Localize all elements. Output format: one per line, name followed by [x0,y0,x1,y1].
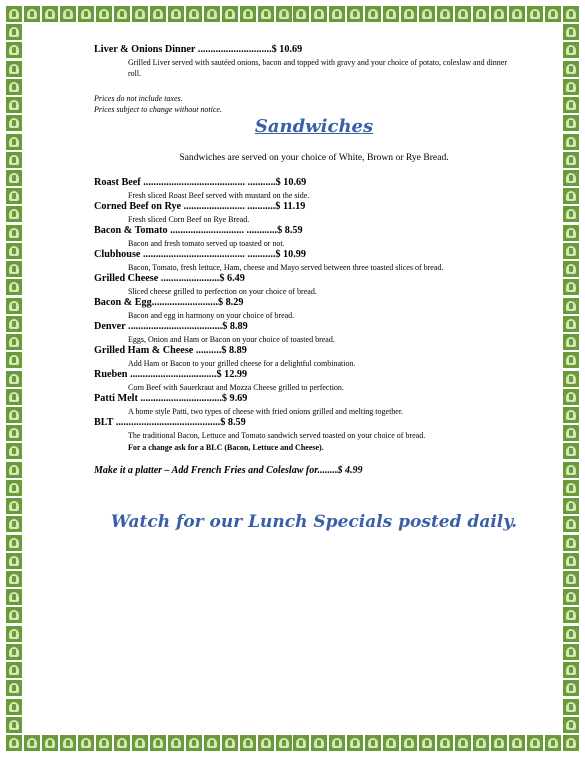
menu-item-desc: Bacon and egg in harmony on your choice of bread. [128,311,295,320]
section-title-sandwiches: Sandwiches [254,116,374,137]
menu-item-desc: Fresh sliced Roast Beef served with mustard on the side. [128,191,310,200]
menu-item-patti-melt: Patti Melt ................................$ 9.69 [94,393,248,404]
menu-item-clubhouse: Clubhouse ........................................ ...........$ 10.99 [94,249,306,260]
menu-item-blt: BLT .........................................$ 8.59 [94,417,246,428]
menu-item-desc: Corn Beef with Sauerkraut and Mozza Cheese grilled to perfection. [128,383,344,392]
menu-item-desc: Fresh sliced Corn Beef on Rye Bread. [128,215,250,224]
menu-item-roast-beef: Roast Beef ........................................ ...........$ 10.69 [94,177,307,188]
menu-item-grilled-ham-cheese: Grilled Ham & Cheese ..........$ 8.89 [94,345,247,356]
platter-offer: Make it a platter – Add French Fries and Coleslaw for........$ 4.99 [94,465,363,476]
menu-item-rueben: Rueben ..................................$ 12.99 [94,369,248,380]
note-prices-change: Prices subject to change without notice. [94,105,222,114]
menu-item-liver-onions-desc: Grilled Liver served with sautéed onions, bacon and topped with gravy and your choice of potato, coleslaw and dinner roll. [128,58,507,78]
menu-item-desc: Add Ham or Bacon to your grilled cheese for a delightful combination. [128,359,356,368]
menu-item-grilled-cheese: Grilled Cheese .......................$ 6.49 [94,273,245,284]
menu-item-desc: Sliced cheese grilled to perfection on your choice of bread. [128,287,317,296]
menu-item-liver-onions: Liver & Onions Dinner .............................$ 10.69 [94,44,303,55]
menu-item-bacon-egg: Bacon & Egg..........................$ 8.29 [94,297,244,308]
sandwiches-intro: Sandwiches are served on your choice of White, Brown or Rye Bread. [179,152,449,163]
menu-item-desc: A home style Patti, two types of cheese with fried onions grilled and melting together. [128,407,404,416]
menu-item-desc: Bacon and fresh tomato served up toasted or not. [128,239,285,248]
menu-item-denver: Denver .....................................$ 8.89 [94,321,248,332]
menu-item-desc: The traditional Bacon, Lettuce and Tomato sandwich served toasted on your choice of bread. [128,431,426,440]
menu-item-blt-extra: For a change ask for a BLC (Bacon, Lettuce and Cheese). [128,443,324,452]
menu-item-desc: Bacon, Tomato, fresh lettuce, Ham, cheese and Mayo served between three toasted slices of bread. [128,263,444,272]
lunch-specials-note: Watch for our Lunch Specials posted daily. [110,512,518,532]
note-taxes: Prices do not include taxes. [94,94,183,103]
menu-item-corned-beef: Corned Beef on Rye ........................ ...........$ 11.19 [94,201,306,212]
menu-item-desc: Eggs, Onion and Ham or Bacon on your choice of toasted bread. [128,335,335,344]
menu-item-bacon-tomato: Bacon & Tomato ............................. ............$ 8.59 [94,225,303,236]
